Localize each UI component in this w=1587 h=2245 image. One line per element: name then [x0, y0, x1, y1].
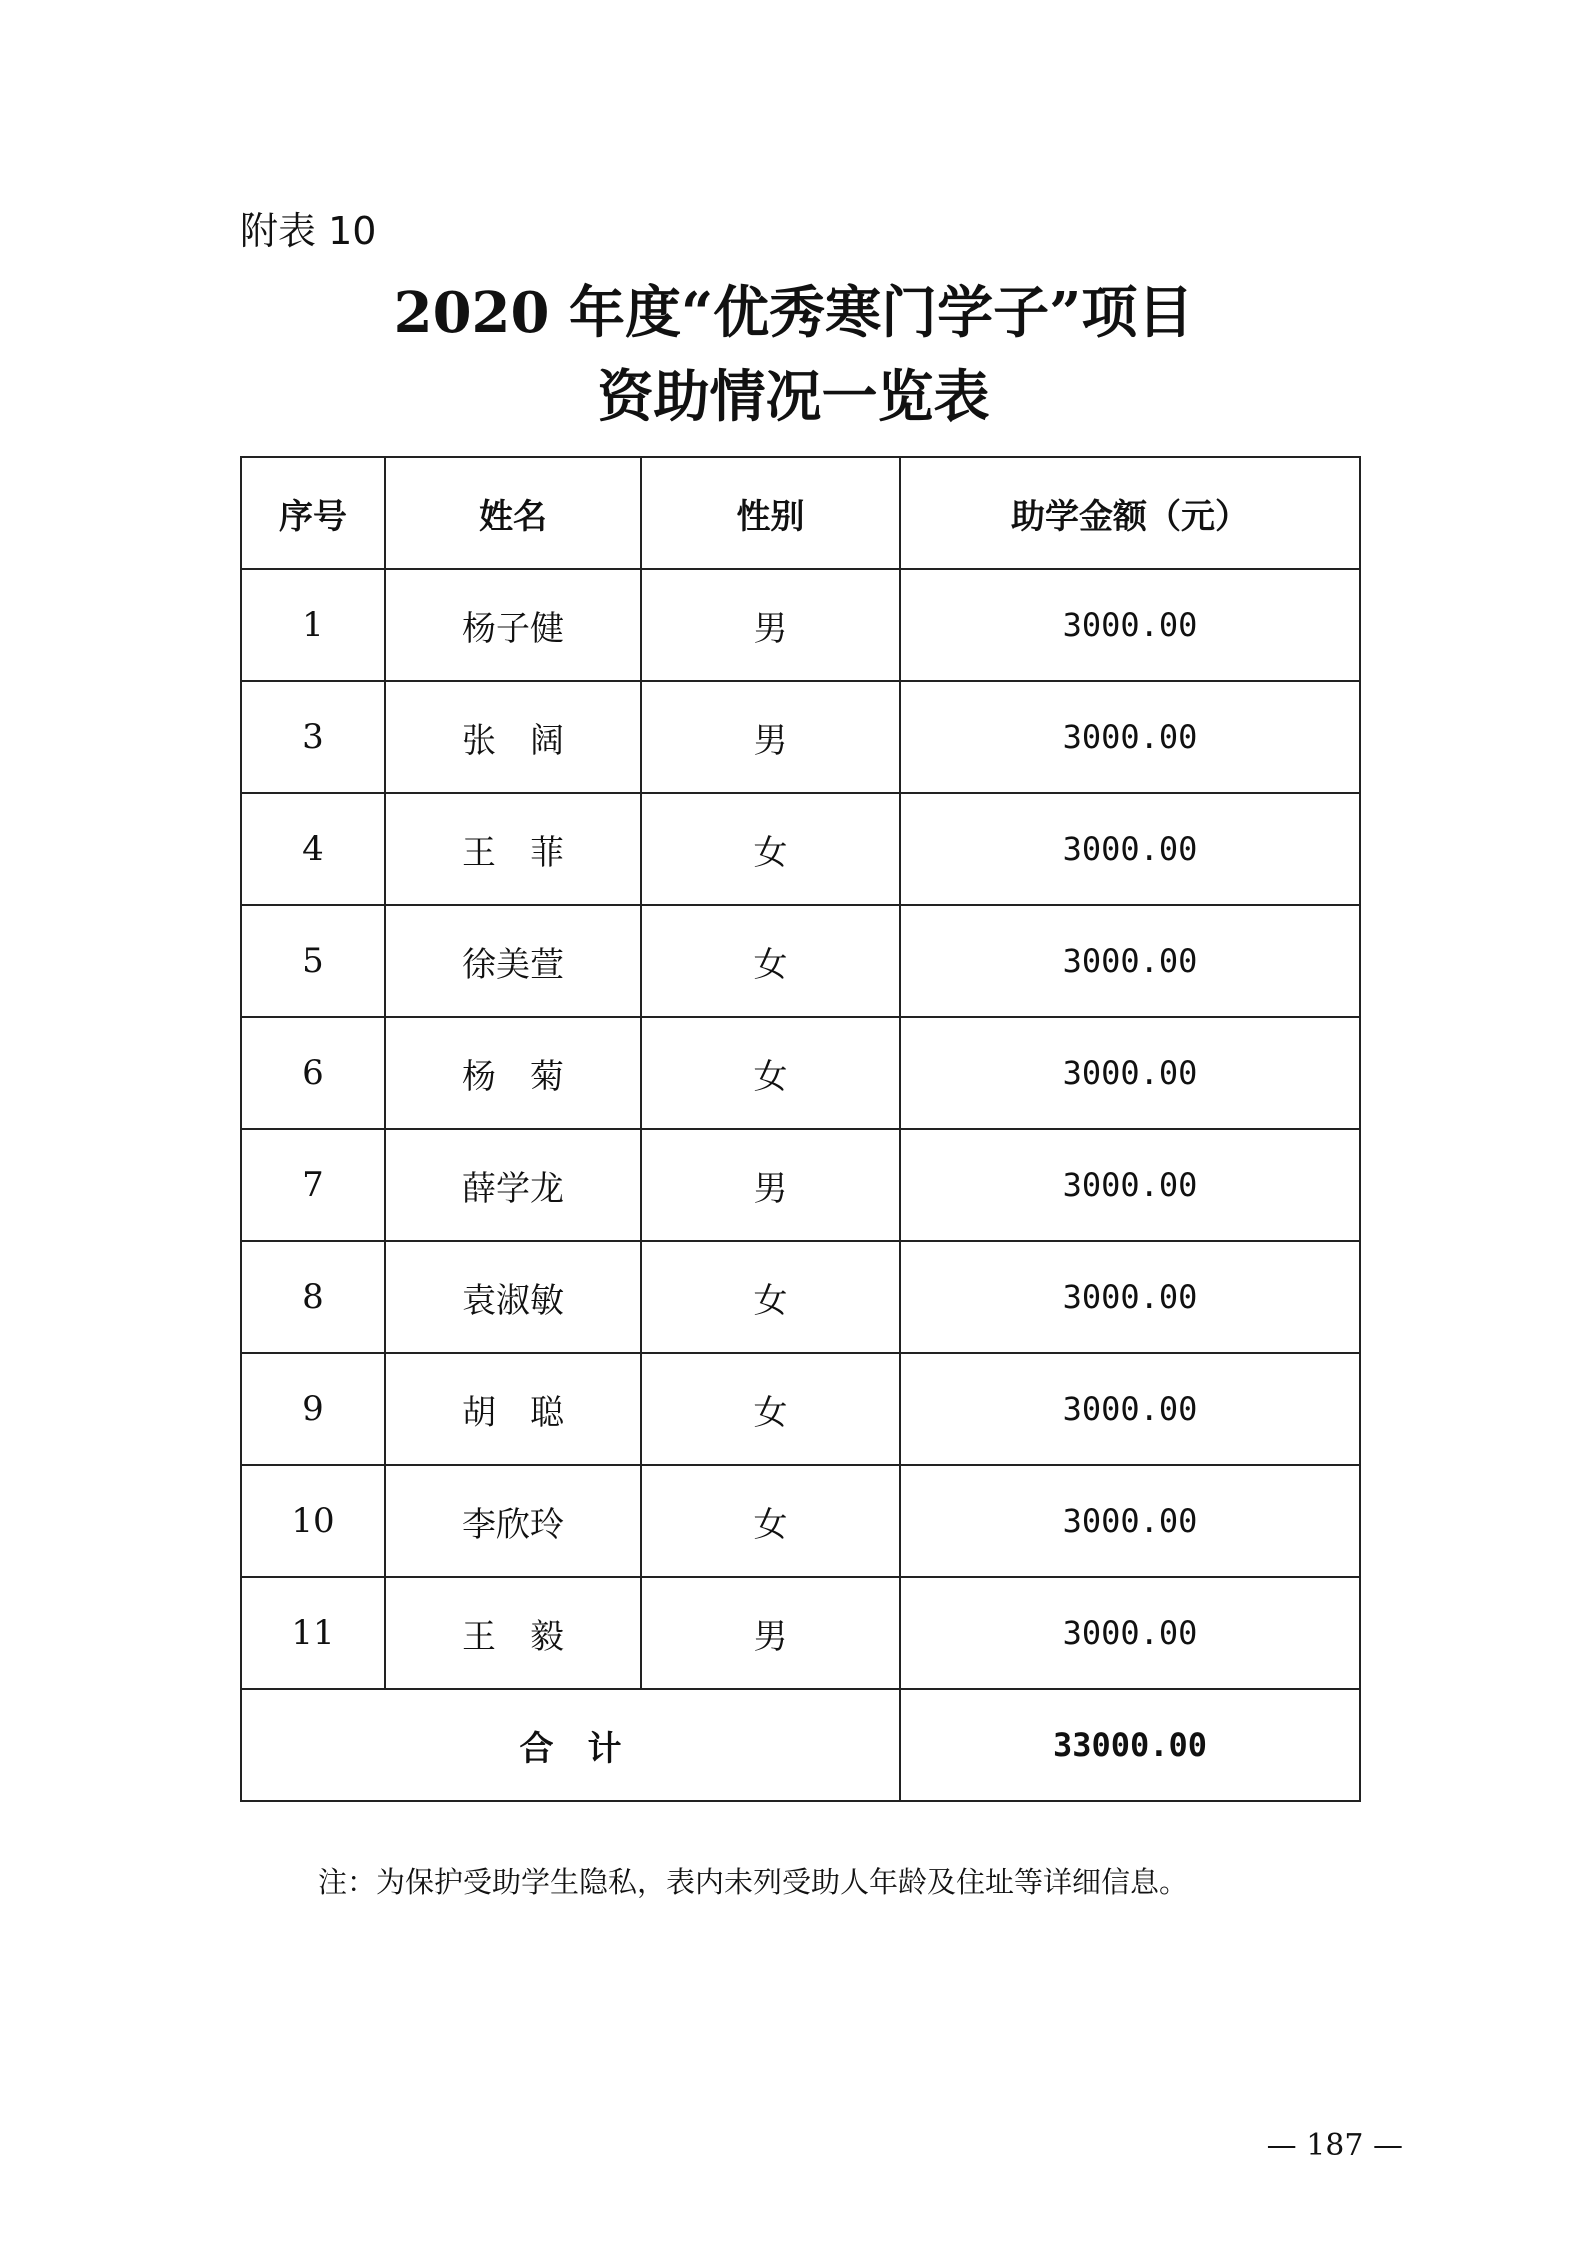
cell-amount: 3000.00 — [900, 793, 1360, 905]
cell-name: 王 毅 — [385, 1577, 641, 1689]
cell-serial-number: 9 — [241, 1353, 385, 1465]
total-amount: 33000.00 — [900, 1689, 1360, 1801]
total-row — [241, 1689, 1360, 1801]
header-amount: 助学金额（元） — [900, 457, 1360, 569]
table-row — [241, 793, 1360, 905]
appendix-label: 附表 10 — [240, 209, 377, 253]
cell-serial-number: 1 — [241, 569, 385, 681]
cell-gender: 女 — [641, 905, 900, 1017]
cell-serial-number: 8 — [241, 1241, 385, 1353]
cell-name: 杨子健 — [385, 569, 641, 681]
cell-serial-number: 3 — [241, 681, 385, 793]
cell-gender: 男 — [641, 569, 900, 681]
table-row — [241, 1129, 1360, 1241]
document-title-line-2: 资助情况一览表 — [597, 364, 990, 430]
cell-gender: 女 — [641, 793, 900, 905]
total-label: 合 计 — [241, 1689, 900, 1801]
cell-amount: 3000.00 — [900, 1129, 1360, 1241]
cell-gender: 女 — [641, 1353, 900, 1465]
table-row — [241, 1017, 1360, 1129]
table-row — [241, 905, 1360, 1017]
table-row — [241, 1465, 1360, 1577]
cell-name: 杨 菊 — [385, 1017, 641, 1129]
table-header-row — [241, 457, 1360, 569]
header-name: 姓名 — [385, 457, 641, 569]
cell-amount: 3000.00 — [900, 1577, 1360, 1689]
aid-table — [240, 456, 1361, 1802]
page-number: — 187 — — [1266, 2128, 1403, 2163]
cell-serial-number: 5 — [241, 905, 385, 1017]
cell-gender: 女 — [641, 1465, 900, 1577]
cell-gender: 男 — [641, 681, 900, 793]
cell-name: 袁淑敏 — [385, 1241, 641, 1353]
document-title-line-1: 2020 年度“优秀寒门学子”项目 — [393, 280, 1194, 346]
table-row — [241, 1353, 1360, 1465]
cell-name: 薛学龙 — [385, 1129, 641, 1241]
table-row — [241, 569, 1360, 681]
cell-amount: 3000.00 — [900, 1017, 1360, 1129]
cell-gender: 女 — [641, 1017, 900, 1129]
cell-amount: 3000.00 — [900, 1353, 1360, 1465]
cell-amount: 3000.00 — [900, 905, 1360, 1017]
header-serial-number: 序号 — [241, 457, 385, 569]
cell-name: 张 阔 — [385, 681, 641, 793]
table-row — [241, 1241, 1360, 1353]
cell-gender: 男 — [641, 1129, 900, 1241]
cell-gender: 女 — [641, 1241, 900, 1353]
cell-name: 王 菲 — [385, 793, 641, 905]
cell-serial-number: 6 — [241, 1017, 385, 1129]
cell-serial-number: 4 — [241, 793, 385, 905]
cell-serial-number: 11 — [241, 1577, 385, 1689]
cell-amount: 3000.00 — [900, 681, 1360, 793]
cell-amount: 3000.00 — [900, 569, 1360, 681]
header-gender: 性别 — [641, 457, 900, 569]
cell-gender: 男 — [641, 1577, 900, 1689]
cell-amount: 3000.00 — [900, 1241, 1360, 1353]
privacy-note: 注：为保护受助学生隐私，表内未列受助人年龄及住址等详细信息。 — [318, 1865, 1189, 1899]
cell-name: 胡 聪 — [385, 1353, 641, 1465]
cell-serial-number: 7 — [241, 1129, 385, 1241]
cell-serial-number: 10 — [241, 1465, 385, 1577]
cell-name: 李欣玲 — [385, 1465, 641, 1577]
table-row — [241, 681, 1360, 793]
table-row — [241, 1577, 1360, 1689]
cell-name: 徐美萱 — [385, 905, 641, 1017]
cell-amount: 3000.00 — [900, 1465, 1360, 1577]
